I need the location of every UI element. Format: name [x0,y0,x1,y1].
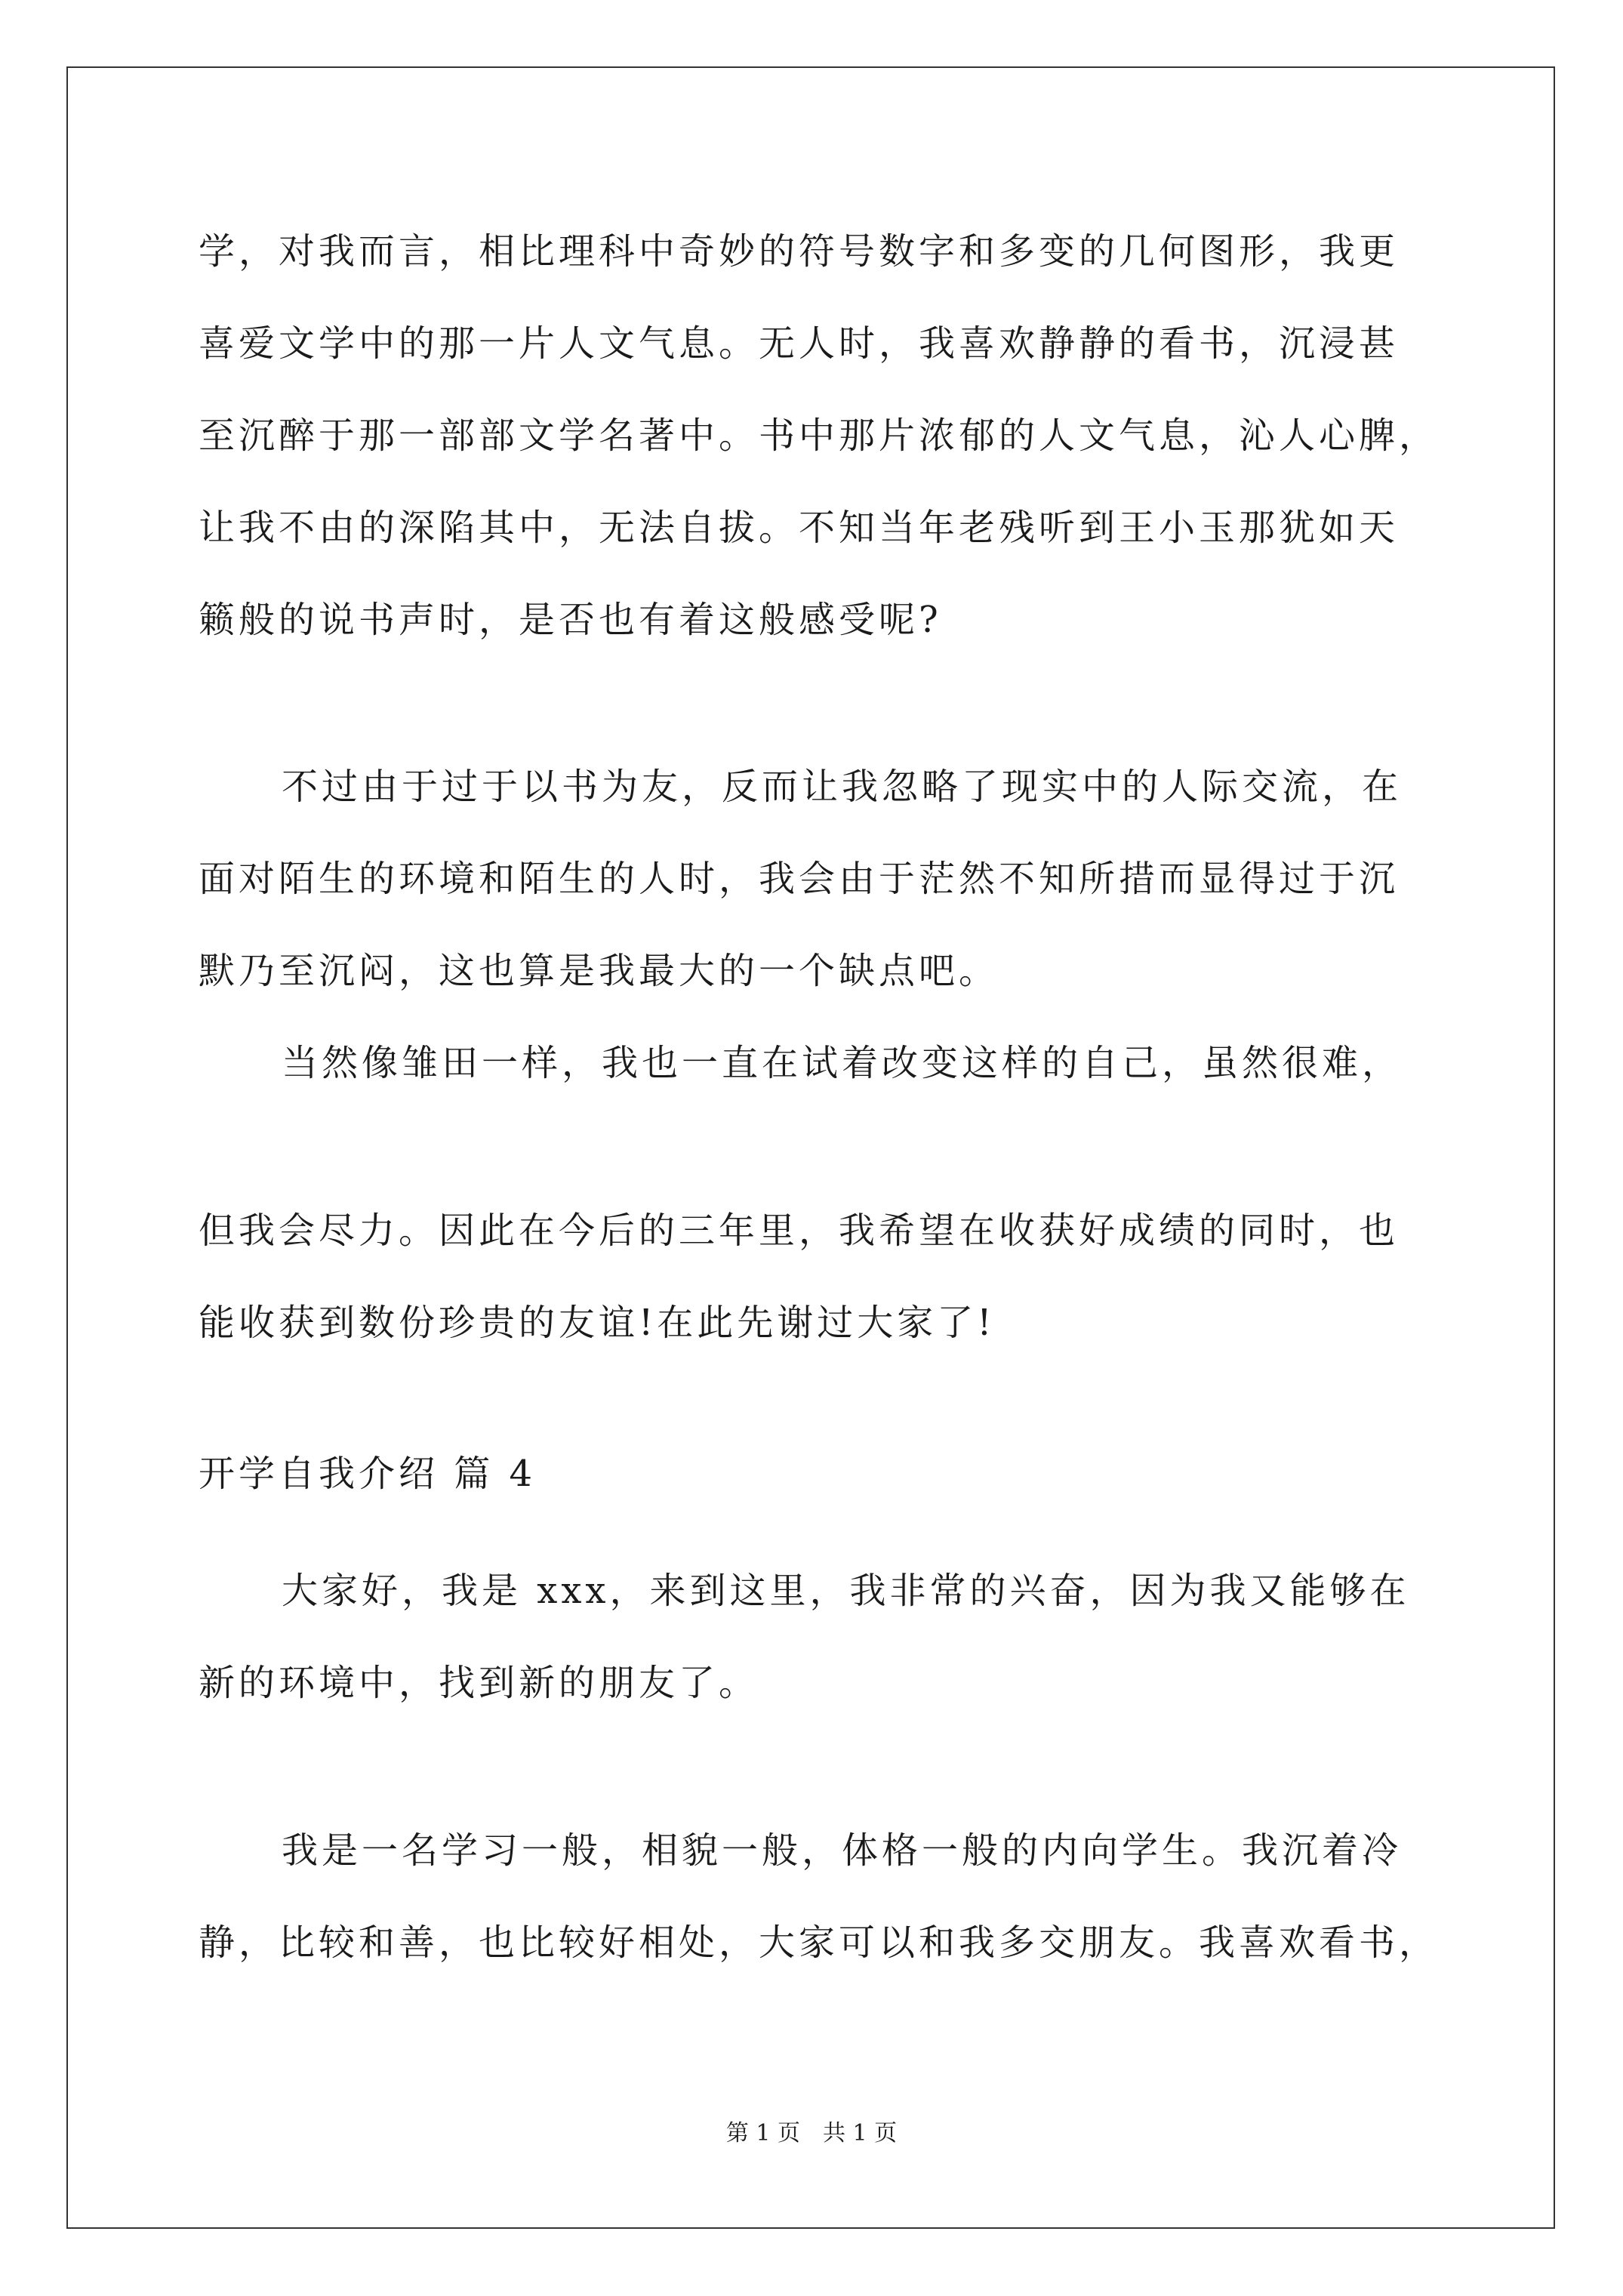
paragraph-first-line: 当然像雏田一样，我也一直在试着改变这样的自己，虽然很难， [282,1042,1403,1084]
text-line: 但我会尽力。因此在今后的三年里，我希望在收获好成绩的同时，也 [199,1210,1400,1252]
section-heading: 开学自我介绍 篇 4 [199,1453,537,1495]
paragraph-first-line: 我是一名学习一般，相貌一般，体格一般的内向学生。我沉着冷 [282,1829,1403,1872]
paragraph-first-line: 不过由于过于以书为友，反而让我忽略了现实中的人际交流，在 [282,766,1403,808]
text-line: 喜爱文学中的那一片人文气息。无人时，我喜欢静静的看书，沉浸甚 [199,322,1400,365]
text-line: 学，对我而言，相比理科中奇妙的符号数字和多变的几何图形，我更 [199,230,1400,273]
text-line: 能收获到数份珍贵的友谊!在此先谢过大家了! [199,1302,996,1344]
text-line: 新的环境中，找到新的朋友了。 [199,1662,759,1704]
page-border [66,66,1555,2229]
text-line: 籁般的说书声时，是否也有着这般感受呢? [199,599,942,641]
page-footer: 第 1 页 共 1 页 [725,2120,898,2147]
text-line: 让我不由的深陷其中，无法自拔。不知当年老残听到王小玉那犹如天 [199,507,1400,549]
text-line: 面对陌生的环境和陌生的人时，我会由于茫然不知所措而显得过于沉 [199,858,1400,900]
paragraph-first-line: 大家好，我是 xxx，来到这里，我非常的兴奋，因为我又能够在 [282,1570,1410,1612]
text-line: 默乃至沉闷，这也算是我最大的一个缺点吧。 [199,950,999,992]
text-line: 至沉醉于那一部部文学名著中。书中那片浓郁的人文气息，沁人心脾， [199,415,1440,457]
text-line: 静，比较和善，也比较好相处，大家可以和我多交朋友。我喜欢看书， [199,1922,1440,1964]
